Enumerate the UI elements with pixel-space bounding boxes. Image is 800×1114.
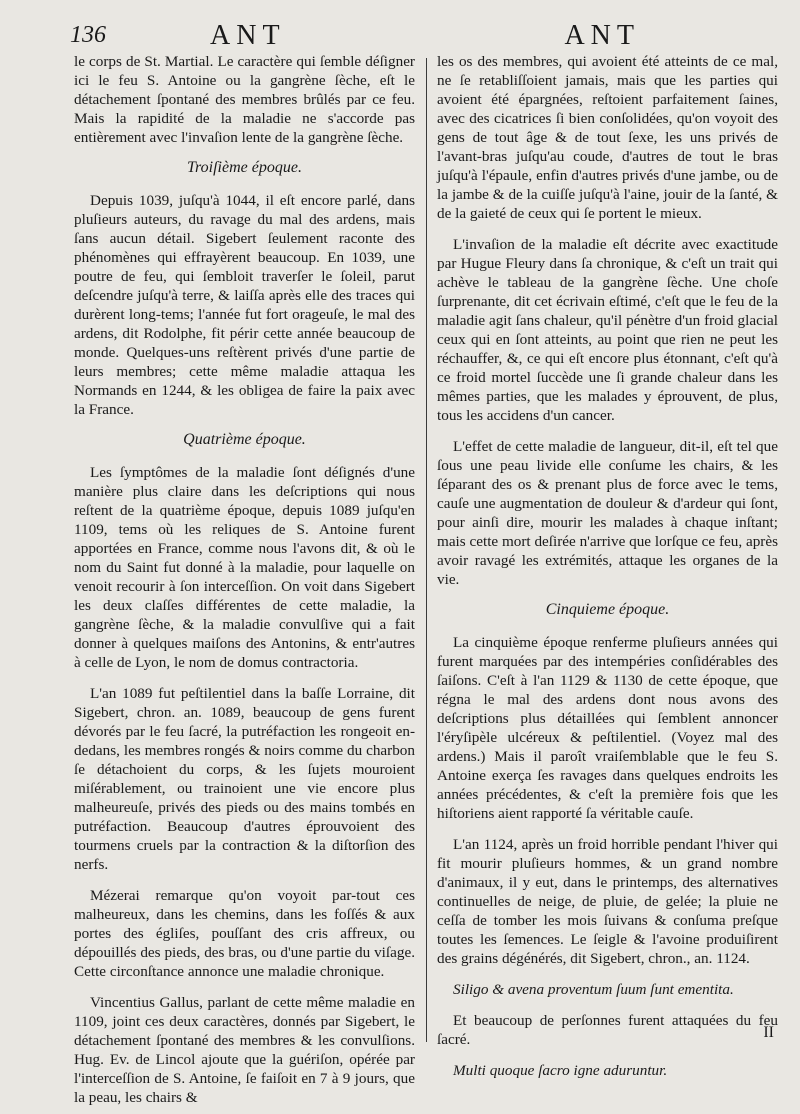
- page-number: 136: [70, 22, 106, 48]
- paragraph: le corps de St. Martial. Le caractère qui ſemble déſigner ici le feu S. Antoine ou la gangrène ſèche, eſt le détachement ſpontané des membres brûlés par ce feu. Mais la rapidité de la maladie ne s'accorde pas entièrement avec l'invaſion lente de la gangrène ſèche.: [74, 53, 415, 146]
- paragraph: Et beaucoup de perſonnes furent attaquées du feu ſacré.: [437, 1012, 778, 1048]
- signature-mark: II: [763, 1024, 774, 1041]
- running-head-right: ANT: [564, 20, 640, 51]
- paragraph: L'an 1089 fut peſtilentiel dans la baſſe Lorraine, dit Sigebert, chron. an. 1089, beaucoup de gens furent dévorés par le feu ſacré, la putréfaction les rongeoit en-dedans, les membres rongés & noirs comme du charbon ſe détachoient du corps, & les ſujets mouroient miſérablement, ou trainoient une vie encore plus malheureuſe, privés des pieds ou des mains tombés en putréfaction. Beaucoup d'autres éprouvoient des tourmens cruels par la contraction & la diſtorſion des nerfs.: [74, 685, 415, 873]
- paragraph: Depuis 1039, juſqu'à 1044, il eſt encore parlé, dans pluſieurs auteurs, du ravage du mal des ardens, mais ſans aucun détail. Sigebert ſeulement raconte des phénomènes qui effrayèrent beaucoup. En 1039, une poutre de feu, qui ſembloit traverſer le ſoleil, parut deſcendre juſqu'à terre, & laiſſa après elle des traces qui durèrent long-tems; l'année fut fort orageuſe, le mal des ardens, dit Rodolphe, fit périr cette année beaucoup de monde. Quelques-uns reſtèrent privés d'une partie de leurs membres; cette même maladie attaqua les Normands en 1244, & les obligea de faire la paix avec la France.: [74, 192, 415, 418]
- running-head: [70, 18, 780, 54]
- paragraph: L'effet de cette maladie de langueur, dit-il, eſt tel que ſous une peau livide elle conſume les chairs, & les ſéparant des os & prenant plus de force avec le tems, cauſe une augmentation de douleur & d'ardeur qui ſont, pour ainſi dire, mourir les malades à chaque inſtant; mais cette mort deſirée n'arrive que lorſque ce feu, après avoir ravagé les extrémités, attaque les organes de la vie.: [437, 438, 778, 588]
- section-heading: Troiſième époque.: [187, 159, 302, 176]
- left-column: [74, 52, 415, 1106]
- text-columns: [74, 52, 778, 1106]
- paragraph: Vincentius Gallus, parlant de cette même maladie en 1109, joint ces deux caractères, donnés par Sigebert, le détachement ſpontané des membres & les convulſions. Hug. Ev. de Lincol ajoute que la guériſon, opérée par l'interceſſion de S. Antoine, ſe faiſoit en 7 à 9 jours, que la peau, les chairs &: [74, 994, 415, 1106]
- running-head-left: ANT: [210, 20, 286, 51]
- latin-quote: Multi quoque ſacro igne aduruntur.: [453, 1062, 668, 1079]
- paragraph: L'an 1124, après un froid horrible pendant l'hiver qui fit mourir pluſieurs hommes, & un grand nombre d'animaux, il y eut, dans le printemps, des alternatives continuelles de neige, de pluie, de gelée; la pluie ne ceſſa de tomber les mois ſuivans & conſuma preſque toutes les ſemences. Le ſeigle & l'avoine produiſirent des grains dégénérés, dit Sigebert, chron., an. 1124.: [437, 836, 778, 967]
- section-heading: Quatrième époque.: [183, 431, 306, 448]
- latin-quote: Siligo & avena proventum ſuum ſunt ementita.: [453, 981, 734, 998]
- paragraph: Mézerai remarque qu'on voyoit par-tout ces malheureux, dans les chemins, dans les foſſés & aux portes des égliſes, pouſſant des cris affreux, ou dépouillés des pieds, des bras, ou d'une partie du viſage. Cette circonſtance annonce une maladie chronique.: [74, 887, 415, 980]
- paragraph: Les ſymptômes de la maladie ſont déſignés d'une manière plus claire dans les deſcriptions qui nous reſtent de la quatrième époque, depuis 1089 juſqu'en 1109, tems où les reliques de S. Antoine furent apportées en France, comme nous l'avons dit, & où le nom du Saint fut donné à la maladie, pour laquelle on venoit recourir à ſon interceſſion. On voit dans Sigebert les deux claſſes différentes de cette maladie, la gangrène ſèche, & la maladie convulſive qui a fait donner à quelques maiſons des Antonins, & entr'autres à celle de Lyon, le nom de domus contractoria.: [74, 464, 415, 671]
- right-column: [437, 52, 778, 1079]
- paragraph: La cinquième époque renferme pluſieurs années qui furent marquées par des intempéries conſidérables des ſaiſons. C'eſt à l'an 1129 & 1130 de cette époque, que régna le mal des ardens dont nous avons des deſcriptions plus détaillées qui ſemblent annoncer l'éryſipèle ulcéreux & peſtilentiel. (Voyez mal des ardens.) Mais il paroît vraiſemblable que le feu S. Antoine exerça ſes ravages dans quelques endroits les années précédentes, & c'eſt la première fois que les hiſtoriens aient rapporté ſa véritable cauſe.: [437, 634, 778, 822]
- paragraph: L'invaſion de la maladie eſt décrite avec exactitude par Hugue Fleury dans ſa chronique, & c'eſt un trait qui achève le tableau de la gangrène ſèche. Une choſe ſurprenante, dit cet écrivain eſtimé, c'eſt que le feu de la maladie agit ſans chaleur, qu'il pénètre d'un froid glacial ceux qui en ſont atteints, au point que rien ne peut les réchauffer, &, ce qui eſt encore plus étonnant, c'eſt qu'à ce froid mortel ſuccède une ſi grande chaleur dans les mêmes parties, que les malades y éprouvent, de plus, tous les accidens d'un cancer.: [437, 236, 778, 424]
- section-heading: Cinquieme époque.: [545, 601, 670, 618]
- paragraph: les os des membres, qui avoient été atteints de ce mal, ne ſe retabliſſoient jamais, mais que les parties qui avoient été épargnées, reſtoient parfaitement ſaines, avec des cicatrices ſi bien conſolidées, qu'on voyoit des gens de tout âge & de tout ſexe, les uns privés de l'avant-bras juſqu'au coude, d'autres de tout le bras juſqu'à l'épaule, enfin d'autres privés d'une jambe, ou de la jambe & de la cuiſſe juſqu'à l'aine, jouir de la ſanté, & de la gaieté de ceux qui ſe portent le mieux.: [437, 53, 778, 222]
